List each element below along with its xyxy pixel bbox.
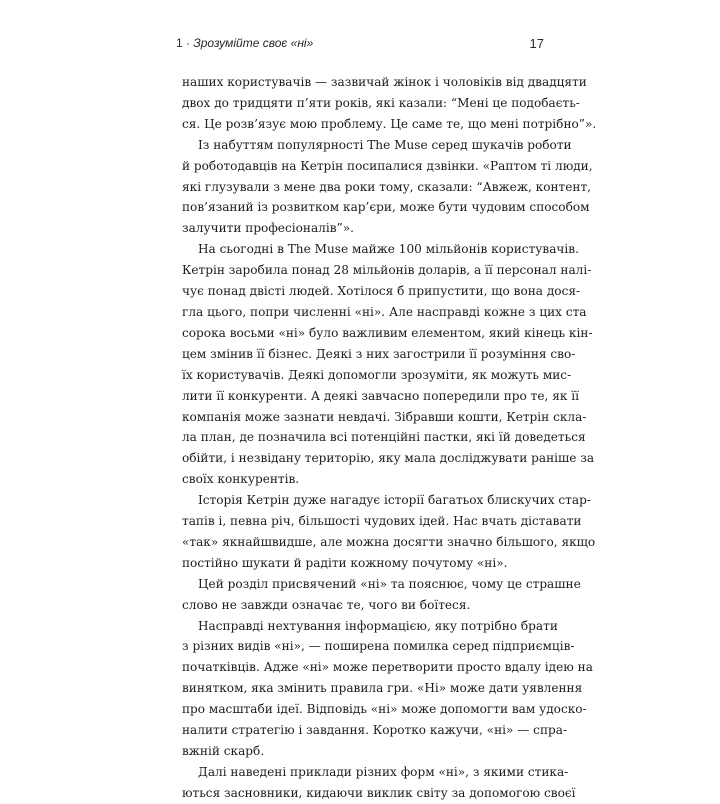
text-line: компанія може зазнати невдачі. Зібравши кошти, Кетрін скла- bbox=[182, 409, 587, 424]
chapter-separator: · bbox=[186, 36, 191, 50]
text-line: постійно шукати й радіти кожному почутому «ні». bbox=[182, 555, 508, 570]
text-line: Із набуттям популярності The Muse серед шукачів роботи bbox=[198, 137, 572, 152]
paragraph bbox=[182, 616, 593, 762]
paragraph bbox=[182, 239, 595, 490]
text-line: Кетрін заробила понад 28 мільйонів доларів, а її персонал налі- bbox=[182, 263, 592, 278]
text-line: які глузували з мене два роки тому, сказали: “Авжеж, контент, bbox=[182, 179, 591, 194]
text-line: гла цього, попри численні «ні». Але насправді кожне з цих ста bbox=[182, 304, 587, 319]
text-line: початківців. Адже «ні» може перетворити просто вдалу ідею на bbox=[182, 660, 593, 675]
body-text bbox=[182, 72, 597, 804]
chapter-heading bbox=[176, 36, 313, 50]
text-line: цем змінив її бізнес. Деякі з них загострили її розуміння сво- bbox=[182, 346, 576, 361]
text-line: налити стратегію і завдання. Коротко кажучи, «ні» — спра- bbox=[182, 723, 568, 738]
text-line: Історія Кетрін дуже нагадує історії багатьох блискучих стар- bbox=[198, 493, 591, 508]
text-line: обійти, і незвідану територію, яку мала досліджувати раніше за bbox=[182, 451, 595, 466]
text-line: про масштаби ідеї. Відповідь «ні» може допомогти вам удоско- bbox=[182, 702, 587, 717]
paragraph bbox=[182, 135, 593, 240]
text-line: своїх конкурентів. bbox=[182, 472, 300, 487]
text-line: пов’язаний із розвитком кар’єри, може бути чудовим способом bbox=[182, 200, 590, 215]
text-line: ються засновники, кидаючи виклик світу за допомогою своєї bbox=[182, 785, 576, 800]
text-line: Насправді нехтування інформацією, яку потрібно брати bbox=[198, 618, 558, 633]
text-line: наших користувачів — зазвичай жінок і чоловіків від двадцяти bbox=[182, 75, 587, 89]
text-line: й роботодавців на Кетрін посипалися дзвінки. «Раптом ті люди, bbox=[182, 158, 593, 173]
text-line: «так» якнайшвидше, але можна досягти значно більшого, якщо bbox=[182, 534, 596, 549]
text-line: Цей розділ присвячений «ні» та пояснює, чому це страшне bbox=[198, 576, 581, 591]
text-line: На сьогодні в The Muse майже 100 мільйонів користувачів. bbox=[198, 242, 579, 257]
paragraph bbox=[182, 490, 596, 574]
text-line: залучити професіоналів”». bbox=[182, 221, 354, 236]
text-line: Далі наведені приклади різних форм «ні», з якими стика- bbox=[198, 764, 569, 779]
paragraph bbox=[182, 72, 597, 135]
text-line: з різних видів «ні», — поширена помилка серед підприємців- bbox=[182, 639, 575, 654]
text-line: ся. Це розв’язує мою проблему. Це саме те, що мені потрібно”». bbox=[182, 116, 597, 131]
text-line: вжній скарб. bbox=[182, 744, 265, 758]
paragraph bbox=[182, 574, 581, 616]
text-line: їх користувачів. Деякі допомогли зрозуміти, як можуть мис- bbox=[182, 367, 572, 382]
chapter-title: Зрозумійте своє «ні» bbox=[193, 36, 314, 50]
running-head bbox=[176, 36, 544, 56]
text-line: чує понад двісті людей. Хотілося б припустити, що вона дося- bbox=[182, 284, 581, 299]
text-line: ла план, де позначила всі потенційні пастки, які їй доведеться bbox=[182, 430, 586, 445]
text-line: лити її конкуренти. А деякі завчасно попередили про те, як її bbox=[182, 388, 579, 403]
text-line: сорока восьми «ні» було важливим елементом, який кінець кін- bbox=[182, 325, 593, 340]
text-line: винятком, яка змінить правила гри. «Ні» може дати уявлення bbox=[182, 681, 583, 696]
text-line: двох до тридцяти п’яти років, які казали: “Мені це подобаєть- bbox=[182, 95, 580, 110]
text-line: тапів і, певна річ, більшості чудових ідей. Нас вчать діставати bbox=[182, 514, 582, 529]
page-number: 17 bbox=[529, 36, 544, 51]
chapter-number: 1 bbox=[176, 36, 183, 50]
text-line: слово не завжди означає те, чого ви боїтеся. bbox=[182, 597, 471, 612]
paragraph bbox=[182, 762, 576, 804]
